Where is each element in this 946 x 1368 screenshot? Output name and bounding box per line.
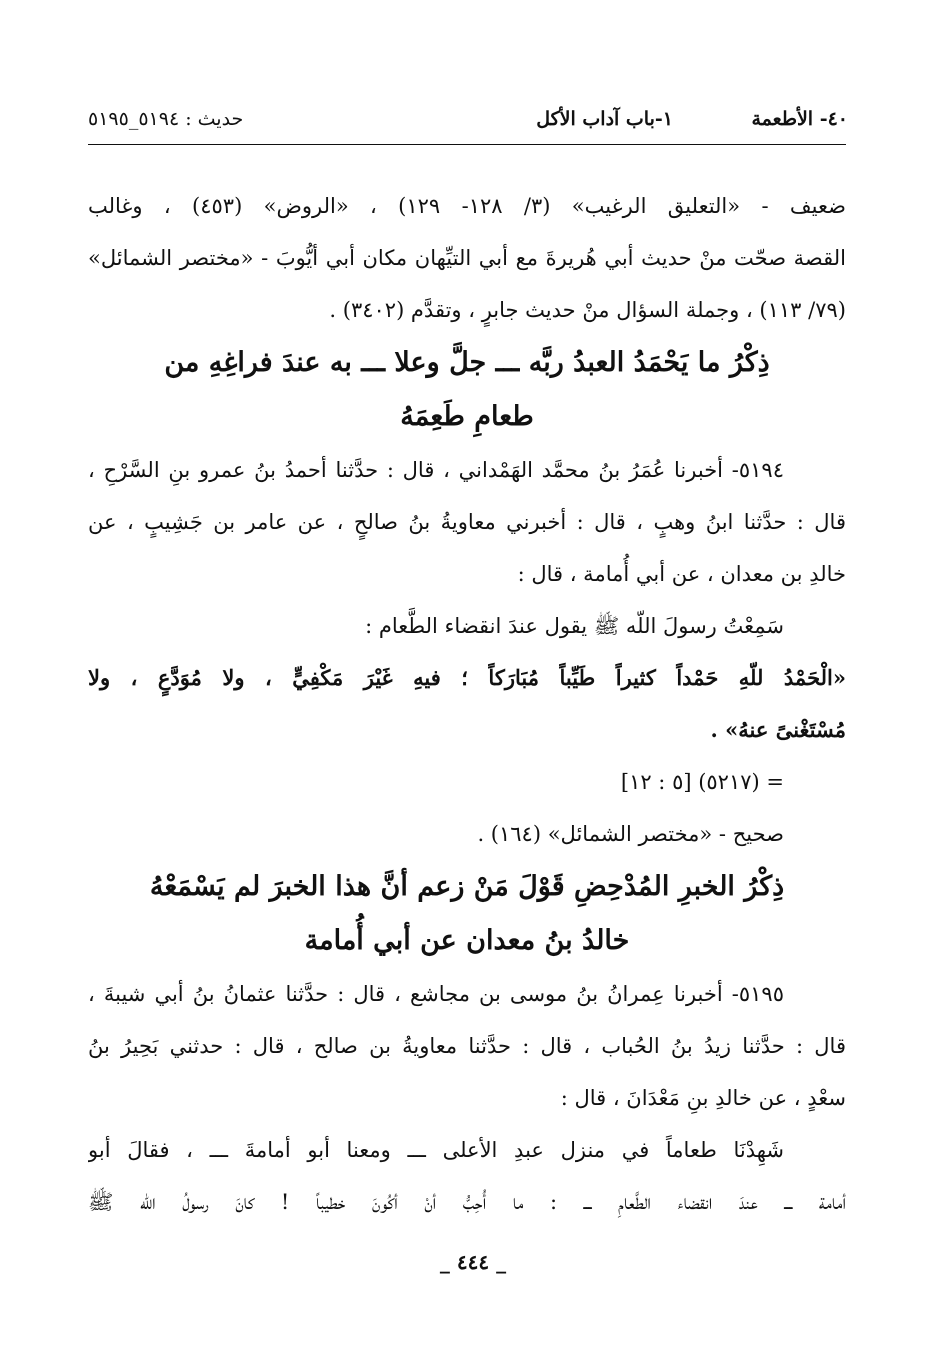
hadith-5195-isnad-1: ٥١٩٥- أخبرنا عِمرانُ بنُ موسى بن مجاشع ، قال : حدَّثنا عثمانُ بنُ أبي شيبةَ ، [88,982,784,1006]
section-title: ١-باب آداب الأكل [536,108,673,130]
chapter-heading-2b: خالدُ بنُ معدان عن أبي أُمامة [304,925,630,956]
grading-5194: صحيح - «مختصر الشمائل» (١٦٤) . [477,822,784,846]
hadith-5194-isnad-3: خالدِ بن معدان ، عن أبي أُمامة ، قال : [517,562,846,586]
header-rule [88,144,846,145]
grading-line-2: القصة صحّت منْ حديث أبي هُريرةَ مع أبي التيِّهان مكان أبي أيُّوبَ - «مختصر الشمائل» [88,246,846,270]
hadith-5194-isnad-1: ٥١٩٤- أخبرنا عُمَرُ بنُ محمَّد الهَمْداني ، قال : حدَّثنا أحمدُ بنُ عمرو بنِ السَّرْحِ ، [88,458,784,482]
hadith-5194-matn-2: «الْحَمْدُ للّهِ حَمْداً كثيراً طَيِّباً مُبَارَكاً ؛ فيهِ غَيْرَ مَكْفِيٍّ ، ولا مُوَدَّعٍ ، ولا [88,665,846,690]
hadith-5195-matn-1: شَهِدْنَا طعاماً في منزل عبدِ الأعلى ـــ ومعنا أبو أمامةَ ـــ ، فقالَ أبو [88,1138,784,1162]
hadith-5194-matn-1: سَمِعْتُ رسولَ اللّه ﷺ يقول عندَ انقضاء الطَّعام : [365,614,784,638]
page-body [88,180,846,1228]
hadith-range: حديث : ٥١٩٤_٥١٩٥ [88,108,244,130]
hadith-5195-matn-2: أمامة ـــ عندَ انقضاء الطَّعامِ ـــ : ما أُحِبُّ أنْ أكُونَ خطيباً ! كانَ رسولُ اللّه ﷺ [88,1190,846,1214]
running-head [88,108,848,144]
chapter-heading-1b: طعامِ طَعِمَهُ [400,401,534,432]
chapter-heading-1a: ذِكْرُ ما يَحْمَدُ العبدُ ربَّه ـــ جلَّ وعلا ـــ به عندَ فراغِهِ من [164,347,770,378]
hadith-5194-matn-3: مُسْتَغْنىً عنهُ» . [710,717,846,742]
chapter-title: ٤٠- الأطعمة [751,108,848,130]
grading-line-1: ضعيف - «التعليق الرغيب» (٣/ ١٢٨- ١٢٩) ، «الروض» (٤٥٣) ، وغالب [88,194,846,218]
cross-reference: = (٥٢١٧) [٥ : ١٢] [620,770,784,794]
hadith-5195-isnad-2: قال : حدَّثنا زيدُ بنُ الحُباب ، قال : حدَّثنا معاويةُ بن صالح ، قال : حدثني بَحِيرُ بنُ [88,1034,846,1058]
hadith-5194-isnad-2: قال : حدَّثنا ابنُ وهبٍ ، قال : أخبرني معاويةُ بنُ صالحٍ ، عن عامر بن جَشِيبٍ ، عن [88,510,846,534]
page-number: _ ٤٤٤ _ [439,1250,507,1274]
chapter-heading-2a: ذِكْرُ الخبرِ المُدْحِضِ قَوْلَ مَنْ زعم أنَّ هذا الخبرَ لم يَسْمَعْهُ [149,871,785,902]
grading-line-3: (٧٩/ ١١٣) ، وجملة السؤال منْ حديث جابرٍ ، وتقدَّم (٣٤٠٢) . [329,298,846,322]
hadith-5195-isnad-3: سعْدٍ ، عن خالدِ بنِ مَعْدَانَ ، قال : [560,1086,846,1110]
